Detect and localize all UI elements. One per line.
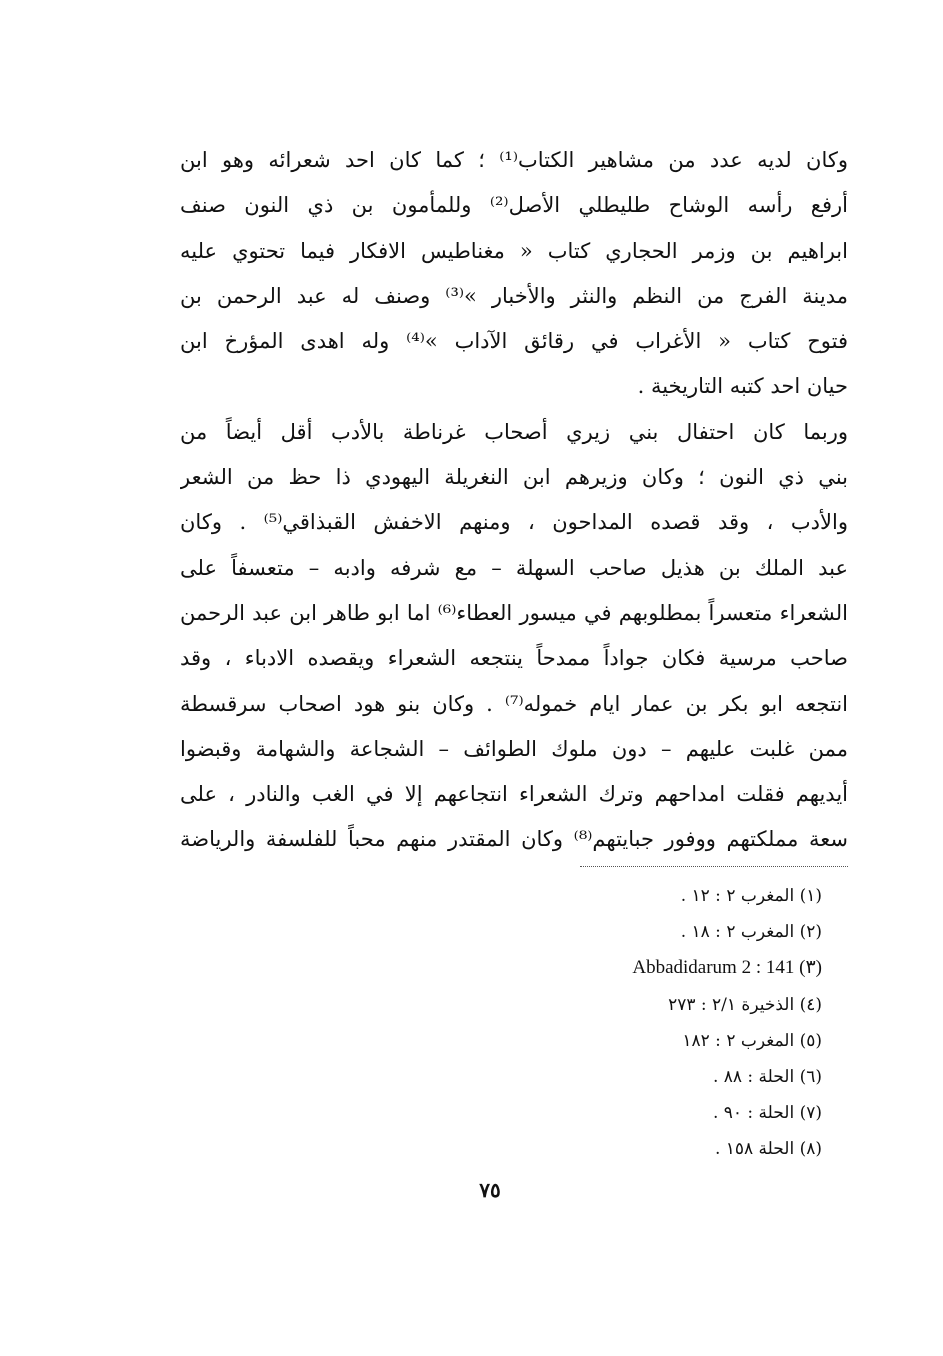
footnote: (٦) الحلة : ٨٨ . xyxy=(712,1066,822,1087)
body-line: والأدب ، وقد قصده المداحون ، ومنهم الاخفش القبذاقي⁽⁵⁾ . وكان xyxy=(180,510,848,535)
body-line: وربما كان احتفال بني زيري أصحاب غرناطة بالأدب أقل أيضاً من xyxy=(180,419,848,444)
body-line: سعة مملكتهم ووفور جبايتهم⁽⁸⁾ وكان المقتدر منهم محباً للفلسفة والرياضة xyxy=(180,827,848,852)
body-line: ممن غلبت عليهم – دون ملوك الطوائف – الشجاعة والشهامة وقبضوا xyxy=(180,736,848,761)
body-line: صاحب مرسية فكان جواداً ممدحاً ينتجعه الشعراء ويقصده الادباء ، وقد xyxy=(180,646,848,671)
footnote-separator xyxy=(580,866,848,867)
body-line: حيان احد كتبه التاريخية . xyxy=(637,374,848,399)
page-number: ٧٥ xyxy=(479,1178,501,1202)
body-line: أيديهم فقلت امداحهم وترك الشعراء انتجاعهم إلا في الغب والنادر ، على xyxy=(180,782,848,807)
body-line: بني ذي النون ؛ وكان وزيرهم ابن النغريلة اليهودي ذا حظ من الشعر xyxy=(180,465,848,490)
body-line: ابراهيم بن وزمر الحجاري كتاب « مغناطيس الافكار فيما تحتوي عليه xyxy=(180,238,848,263)
footnote: (٨) الحلة ١٥٨ . xyxy=(714,1139,822,1160)
body-text xyxy=(180,138,848,863)
footnote: (١) المغرب ٢ : ١٢ . xyxy=(680,886,822,906)
body-line: أرفع رأسه الوشاح طليطلي الأصل⁽²⁾ وللمأمون بن ذي النون صنف xyxy=(180,193,848,218)
footnote: (٣) Abbadidarum 2 : 141 xyxy=(632,957,822,979)
footnote: (٥) المغرب ٢ : ١٨٢ xyxy=(682,1030,822,1051)
body-line: انتجعه ابو بكر بن عمار ايام خموله⁽⁷⁾ . وكان بنو هود اصحاب سرقسطة xyxy=(180,691,848,716)
body-line: عبد الملك بن هذيل صاحب السهلة – مع شرفه وادبه – متعسفاً على xyxy=(180,555,848,580)
footnote: (٧) الحلة : ٩٠ . xyxy=(712,1103,822,1124)
body-line: مدينة الفرج من النظم والنثر والأخبار »⁽³⁾ وصنف له عبد الرحمن بن xyxy=(180,283,848,308)
footnote: (٤) الذخيرة ٢/١ : ٢٧٣ xyxy=(668,994,822,1015)
body-line: وكان لديه عدد من مشاهير الكتاب⁽¹⁾ ؛ كما كان احد شعرائه وهو ابن xyxy=(180,148,848,172)
footnote: (٢) المغرب ٢ : ١٨ . xyxy=(680,922,822,943)
body-line: الشعراء متعسراً بمطلوبهم في ميسور العطاء⁽⁶⁾ اما ابو طاهر ابن عبد الرحمن xyxy=(180,600,848,625)
body-line: فتوح كتاب « الأغراب في رقائق الآداب »⁽⁴⁾ وله اهدى المؤرخ ابن xyxy=(180,329,848,354)
footnotes xyxy=(520,878,822,1168)
